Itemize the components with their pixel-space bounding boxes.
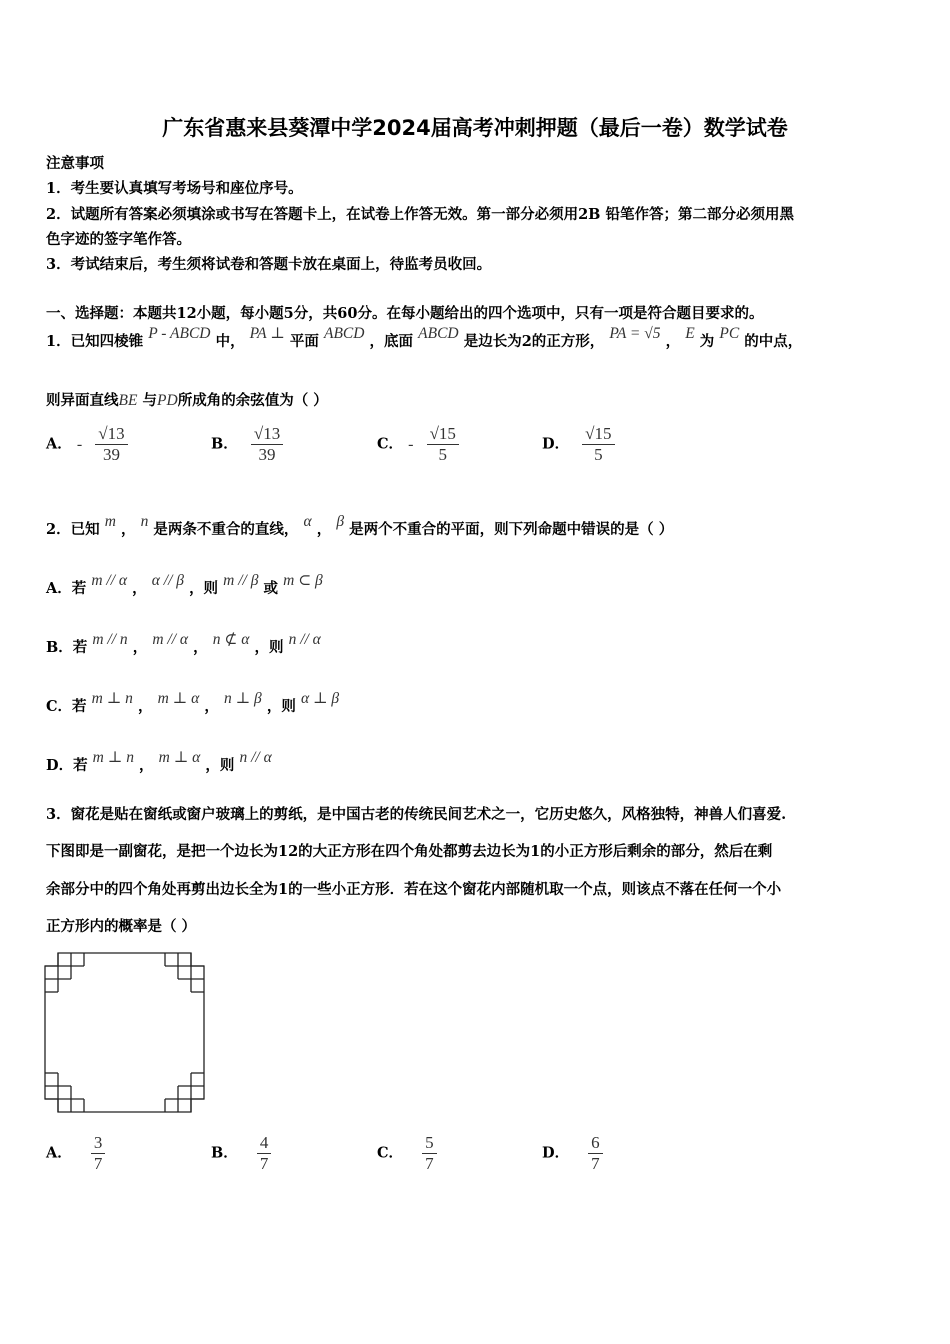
q2-math: n // α [239, 749, 272, 766]
q2-math: α [303, 513, 312, 530]
option-label: B． [211, 1144, 238, 1162]
q1-text: 1．已知四棱锥 [46, 333, 144, 350]
notice-item: 色字迹的签字笔作答。 [46, 231, 191, 248]
denominator: 7 [259, 1153, 269, 1173]
q2-math: m // α [152, 631, 189, 648]
option-label: B． [211, 435, 238, 453]
question-3-stem: 余部分中的四个角处再剪出边长全为1的一些小正方形．若在这个窗花内部随机取一个点，则该点不落在任何一个小 [46, 881, 782, 898]
numerator: 3 [91, 1133, 106, 1154]
q2-text: 是两条不重合的直线， [153, 521, 299, 538]
q1-math: PD [157, 392, 178, 409]
notice-item: 3．考试结束后，考生须将试卷和答题卡放在桌面上，待监考员收回。 [46, 256, 492, 273]
question-2-stem [46, 513, 674, 539]
denominator: 39 [258, 444, 276, 464]
q1-text: 则异面直线 [46, 392, 119, 409]
q2-math: m // α [91, 572, 128, 589]
denominator: 7 [425, 1153, 434, 1173]
q2-text: ， [132, 639, 148, 656]
option-label: D． [542, 1144, 570, 1162]
notice-heading: 注意事项 [46, 155, 104, 172]
q2-text: ，则 [254, 639, 284, 656]
denominator: 5 [594, 444, 603, 464]
option-fraction [582, 424, 614, 464]
q2-math: m ⊥ n [92, 749, 134, 766]
q1-text: 所成角的余弦值为（ ） [177, 392, 328, 409]
flower-outline [45, 953, 204, 1112]
option-fraction [251, 424, 283, 464]
q1-text: 中， [215, 333, 245, 350]
q1-math: PA ⊥ [249, 325, 285, 342]
q2-text: ， [316, 521, 332, 538]
q2-text: ， [132, 580, 147, 597]
q2-text: 或 [263, 580, 279, 597]
q2-math: m // n [92, 631, 128, 648]
question-3-stem: 3．窗花是贴在窗纸或窗户玻璃上的剪纸，是中国古老的传统民间艺术之一，它历史悠久，风格独特，神兽人们喜爱. [46, 806, 787, 823]
q1-option-c[interactable] [377, 424, 459, 464]
q1-option-a[interactable] [46, 424, 128, 464]
option-label: A． [46, 435, 72, 453]
numerator: 4 [257, 1133, 272, 1154]
question-1-stem-line2 [46, 389, 328, 410]
q2-math: m // β [223, 572, 259, 589]
q2-math: m ⊥ α [158, 749, 201, 766]
q1-text: 为 [699, 333, 715, 350]
q2-text: ，则 [266, 698, 296, 715]
q2-math: n // α [288, 631, 321, 648]
question-3-stem: 正方形内的概率是（ ） [46, 918, 197, 935]
q1-option-b[interactable] [211, 424, 283, 464]
section-heading: 一、选择题：本题共12小题，每小题5分，共60分。在每小题给出的四个选项中，只有一项是符合题目要求的。 [46, 305, 764, 322]
q2-option-b[interactable] [46, 631, 321, 657]
numerator: 5 [422, 1133, 437, 1154]
option-label: C．若 [46, 698, 87, 715]
option-label: C． [377, 1144, 404, 1162]
q1-text: ，底面 [369, 333, 414, 350]
q2-math: m ⊂ β [283, 572, 323, 589]
q2-text: ， [138, 698, 153, 715]
numerator: √13 [95, 424, 127, 445]
q1-text: ， [665, 333, 681, 350]
denominator: 7 [93, 1153, 103, 1173]
q2-math: n ⊥ β [223, 690, 262, 707]
option-label: A．若 [46, 580, 87, 597]
q1-math: E [685, 325, 695, 342]
q2-option-a[interactable] [46, 572, 323, 598]
q1-math: ABCD [323, 325, 365, 342]
page-title: 广东省惠来县葵潭中学2024届高考冲刺押题（最后一卷）数学试卷 [162, 116, 788, 140]
option-fraction [91, 1133, 106, 1173]
q2-math: n [140, 513, 149, 530]
q1-text: 平面 [289, 333, 319, 350]
q2-math: α ⊥ β [300, 690, 340, 707]
q2-text: ， [120, 521, 136, 538]
q2-text: 是两个不重合的平面，则下列命题中错误的是（ ） [349, 521, 674, 538]
q1-math: BE [118, 392, 138, 409]
question-1-stem [46, 325, 803, 351]
q1-text: 与 [142, 392, 158, 409]
option-fraction [422, 1133, 437, 1173]
q2-math: m [104, 513, 116, 530]
q1-math: PA = √5 [609, 325, 661, 342]
q1-text: 的中点， [744, 333, 803, 350]
q2-math: m ⊥ α [157, 690, 200, 707]
q2-text: ， [193, 639, 208, 656]
q2-text: 2．已知 [46, 521, 100, 538]
q2-option-d[interactable] [46, 749, 272, 775]
q2-math: β [336, 513, 345, 530]
q2-math: α // β [151, 572, 184, 589]
option-sign: - [76, 435, 83, 453]
option-fraction [588, 1133, 603, 1173]
q1-option-d[interactable] [542, 424, 615, 464]
question-3-stem: 下图即是一副窗花，是把一个边长为12的大正方形在四个角处都剪去边长为1的小正方形后剩余的部分，然后在剩 [46, 843, 773, 860]
q1-math: P - ABCD [148, 325, 211, 342]
q1-math: PC [719, 325, 740, 342]
q2-text: ， [204, 698, 219, 715]
denominator: 5 [438, 444, 447, 464]
option-sign: - [408, 435, 414, 453]
q2-option-c[interactable] [46, 690, 340, 716]
q2-text: ，则 [205, 757, 235, 774]
numerator: √15 [427, 424, 459, 445]
q3-option-c[interactable] [377, 1133, 437, 1173]
option-label: A． [46, 1144, 72, 1162]
q1-math: ABCD [418, 325, 459, 342]
q3-option-d[interactable] [542, 1133, 603, 1173]
option-label: C． [377, 435, 404, 453]
option-fraction [95, 424, 127, 464]
window-flower-figure [44, 952, 206, 1114]
numerator: 6 [588, 1133, 603, 1154]
option-label: B．若 [46, 639, 88, 656]
notice-item: 2．试题所有答案必须填涂或书写在答题卡上，在试卷上作答无效。第一部分必须用2B 铅笔作答；第二部分必须用黑 [46, 206, 794, 223]
q1-text: 是边长为2的正方形， [463, 333, 605, 350]
numerator: √13 [251, 424, 283, 445]
option-fraction [257, 1133, 272, 1173]
q2-text: ， [139, 757, 154, 774]
q2-math: m ⊥ n [91, 690, 133, 707]
q3-option-a[interactable] [46, 1133, 105, 1173]
q2-text: ，则 [189, 580, 219, 597]
option-label: D． [542, 435, 570, 453]
option-fraction [427, 424, 459, 464]
numerator: √15 [582, 424, 614, 445]
q2-math: n ⊄ α [212, 631, 250, 648]
denominator: 39 [102, 444, 120, 464]
q3-option-b[interactable] [211, 1133, 271, 1173]
denominator: 7 [591, 1153, 600, 1173]
notice-item: 1．考生要认真填写考场号和座位序号。 [46, 180, 303, 197]
option-label: D．若 [46, 757, 88, 774]
